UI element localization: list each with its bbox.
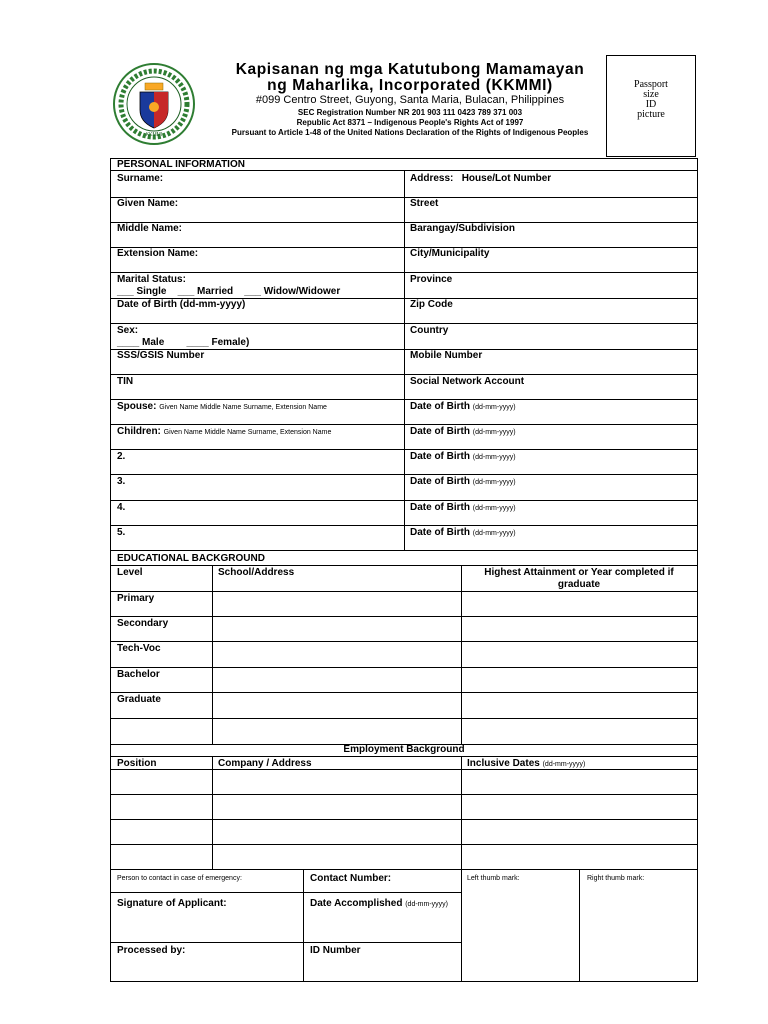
level-bachelor: Bachelor	[117, 669, 160, 680]
sec-registration: SEC Registration Number NR 201 903 111 0423 789 371 003	[297, 108, 523, 117]
divider	[111, 641, 697, 642]
city-label[interactable]: City/Municipality	[410, 248, 490, 259]
divider	[111, 616, 697, 617]
divider	[111, 819, 697, 820]
barangay-label[interactable]: Barangay/Subdivision	[410, 223, 516, 234]
dob-label: Date of Birth	[410, 502, 470, 513]
date-accomplished-hint: (dd-mm-yyyy)	[405, 901, 448, 908]
divider	[303, 869, 304, 981]
middle-name-label[interactable]: Middle Name:	[117, 223, 183, 234]
child-2-dob-field[interactable]	[410, 451, 516, 463]
divider	[579, 869, 580, 981]
divider	[111, 591, 697, 592]
level-primary: Primary	[117, 593, 155, 604]
country-label[interactable]: Country	[410, 325, 449, 336]
photo-label-1: Passport	[634, 79, 668, 90]
passport-photo-box[interactable]	[606, 55, 696, 157]
date-accomplished-field[interactable]	[310, 898, 448, 910]
tin-label[interactable]: TIN	[117, 376, 134, 387]
dob-label: Date of Birth	[410, 476, 470, 487]
child-4-label[interactable]: 4.	[117, 502, 126, 513]
divider	[111, 449, 697, 450]
surname-label[interactable]: Surname:	[117, 173, 164, 184]
contact-number-label[interactable]: Contact Number:	[310, 873, 392, 884]
organization-address: #099 Centro Street, Guyong, Santa Maria, Bulacan, Philippines	[255, 94, 565, 106]
dob-hint: (dd-mm-yyyy)	[472, 429, 516, 436]
social-network-label[interactable]: Social Network Account	[410, 376, 525, 387]
sex-options[interactable]: ____ Male ____ Female)	[117, 337, 250, 348]
dob-hint: (dd-mm-yyyy)	[472, 404, 516, 411]
extension-name-label[interactable]: Extension Name:	[117, 248, 199, 259]
divider	[111, 424, 697, 425]
divider	[404, 170, 405, 550]
inclusive-dates-hint: (dd-mm-yyyy)	[542, 761, 586, 768]
spouse-field[interactable]	[117, 401, 327, 413]
photo-label-3: ID	[645, 99, 657, 110]
photo-label-4: picture	[637, 109, 665, 120]
marital-status-label: Marital Status:	[117, 274, 186, 285]
spouse-hint: Given Name Middle Name Surname, Extension Name	[159, 404, 327, 411]
divider	[111, 399, 697, 400]
photo-label-2: size	[643, 89, 659, 100]
col-level: Level	[117, 567, 143, 578]
divider	[111, 474, 697, 475]
divider	[111, 197, 697, 198]
divider	[111, 565, 697, 566]
date-of-birth-label[interactable]: Date of Birth (dd-mm-yyyy)	[117, 299, 246, 310]
right-thumb-mark-label[interactable]: Right thumb mark:	[587, 875, 645, 882]
col-attainment: Highest Attainment or Year completed if	[484, 567, 674, 578]
divider	[111, 794, 697, 795]
seal-text: KKMMI	[145, 132, 163, 138]
divider	[111, 756, 697, 757]
republic-act: Republic Act 8371 – Indigenous People's Rights Act of 1997	[296, 118, 524, 127]
child-1-dob-field[interactable]	[410, 426, 516, 438]
divider	[111, 769, 697, 770]
level-tech-voc: Tech-Voc	[117, 643, 161, 654]
divider	[111, 844, 697, 845]
sss-gsis-label[interactable]: SSS/GSIS Number	[117, 350, 205, 361]
divider	[111, 374, 697, 375]
divider	[111, 525, 697, 526]
children-hint: Given Name Middle Name Surname, Extension Name	[163, 429, 332, 436]
marital-status-options[interactable]: ___ Single ___ Married ___ Widow/Widower	[117, 286, 341, 297]
children-field[interactable]	[117, 426, 331, 438]
children-label: Children:	[117, 426, 161, 437]
divider	[111, 272, 697, 273]
organization-name-line2: ng Maharlika, Incorporated (KKMMI)	[267, 77, 553, 94]
spouse-label: Spouse:	[117, 401, 157, 412]
child-2-label[interactable]: 2.	[117, 451, 126, 462]
divider	[111, 500, 697, 501]
un-declaration: Pursuant to Article 1-48 of the United Nations Declaration of the Rights of Indigenous Peoples	[231, 128, 589, 137]
col-inclusive-dates	[467, 758, 585, 770]
house-lot-label: House/Lot Number	[461, 173, 552, 184]
level-secondary: Secondary	[117, 618, 169, 629]
divider	[111, 550, 697, 551]
divider	[111, 247, 697, 248]
child-3-dob-field[interactable]	[410, 476, 516, 488]
child-5-dob-field[interactable]	[410, 527, 516, 539]
education-heading: EDUCATIONAL BACKGROUND	[117, 553, 265, 564]
organization-seal	[112, 62, 196, 146]
province-label[interactable]: Province	[410, 274, 453, 285]
given-name-label[interactable]: Given Name:	[117, 198, 179, 209]
dob-label: Date of Birth	[410, 401, 470, 412]
address-field[interactable]	[410, 173, 551, 184]
address-label: Address:	[410, 173, 454, 184]
membership-form	[110, 158, 698, 982]
divider	[111, 869, 697, 870]
col-position: Position	[117, 758, 157, 769]
divider	[111, 718, 697, 719]
sex-label: Sex:	[117, 325, 139, 336]
child-5-label[interactable]: 5.	[117, 527, 126, 538]
mobile-number-label[interactable]: Mobile Number	[410, 350, 483, 361]
organization-name-line1: Kapisanan ng mga Katutubong Mamamayan	[235, 61, 585, 78]
signature-of-applicant-label[interactable]: Signature of Applicant:	[117, 898, 227, 909]
divider	[111, 323, 697, 324]
child-4-dob-field[interactable]	[410, 502, 516, 514]
child-3-label[interactable]: 3.	[117, 476, 126, 487]
processed-by-label[interactable]: Processed by:	[117, 945, 186, 956]
left-thumb-mark-label[interactable]: Left thumb mark:	[467, 875, 520, 882]
divider	[111, 892, 461, 893]
zip-code-label[interactable]: Zip Code	[410, 299, 453, 310]
divider	[111, 222, 697, 223]
divider	[111, 667, 697, 668]
dob-hint: (dd-mm-yyyy)	[472, 505, 516, 512]
emergency-contact-label[interactable]: Person to contact in case of emergency:	[117, 875, 242, 882]
col-school-address: School/Address	[218, 567, 295, 578]
date-accomplished-label: Date Accomplished	[310, 898, 403, 909]
dob-hint: (dd-mm-yyyy)	[472, 530, 516, 537]
id-number-label[interactable]: ID Number	[310, 945, 361, 956]
level-graduate: Graduate	[117, 694, 161, 705]
employment-heading: Employment Background	[343, 744, 465, 755]
dob-label: Date of Birth	[410, 527, 470, 538]
col-attainment-line2: graduate	[557, 579, 601, 590]
divider	[212, 756, 213, 869]
dob-hint: (dd-mm-yyyy)	[472, 479, 516, 486]
dob-hint: (dd-mm-yyyy)	[472, 454, 516, 461]
divider	[111, 692, 697, 693]
personal-info-heading: PERSONAL INFORMATION	[117, 159, 245, 170]
divider	[461, 869, 462, 981]
divider	[461, 756, 462, 869]
spouse-dob-field[interactable]	[410, 401, 516, 413]
dob-label: Date of Birth	[410, 451, 470, 462]
dob-label: Date of Birth	[410, 426, 470, 437]
divider	[111, 942, 461, 943]
inclusive-dates-label: Inclusive Dates	[467, 758, 540, 769]
street-label[interactable]: Street	[410, 198, 439, 209]
col-company-address: Company / Address	[218, 758, 312, 769]
